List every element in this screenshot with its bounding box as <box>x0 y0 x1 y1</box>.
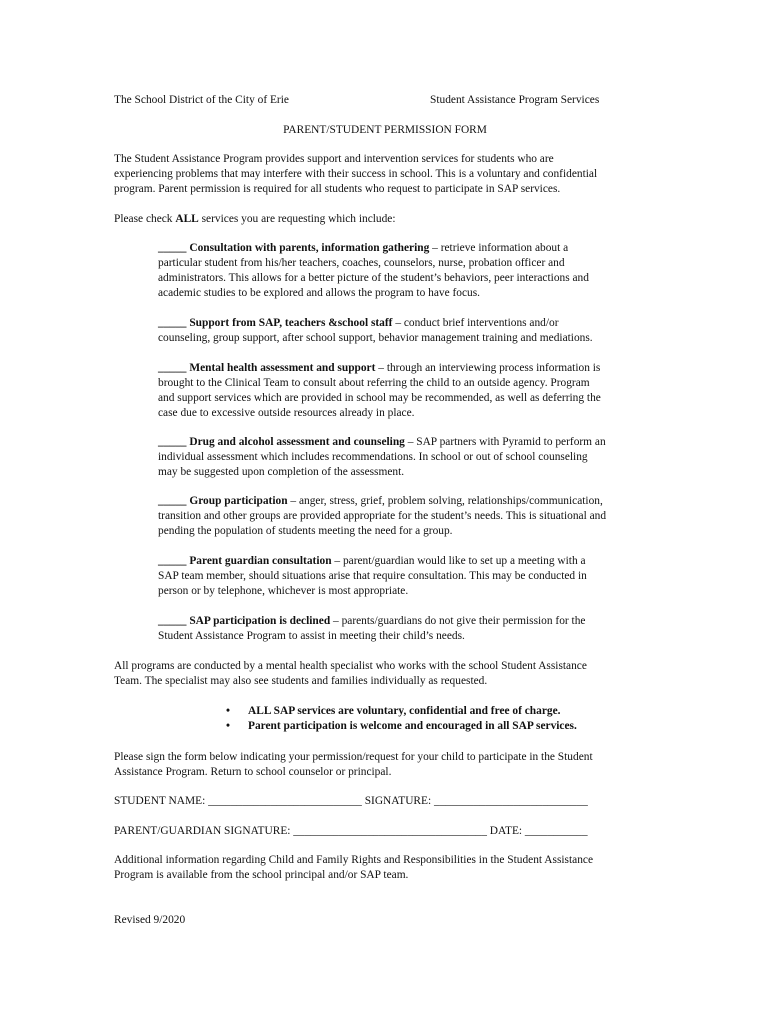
programs-note-line: Team. The specialist may also see students and families individually as requested. <box>114 675 488 687</box>
service-checkbox-blank[interactable]: _____ <box>158 436 187 448</box>
service-declined <box>158 614 658 644</box>
check-prompt-pre: Please check <box>114 213 176 225</box>
service-name: Consultation with parents, information gathering <box>189 242 430 254</box>
service-desc-line: pending the population of students meeting the need for a group. <box>158 525 453 537</box>
check-prompt-all: ALL <box>175 213 199 225</box>
intro-line: The Student Assistance Program provides support and intervention services for students who are <box>114 153 554 165</box>
service-desc-line: particular student from his/her teachers, coaches, counselors, nurse, probation officer and <box>158 257 565 269</box>
service-desc-line: counseling, group support, after school support, behavior management training and mediations. <box>158 332 593 344</box>
additional-info-line: Additional information regarding Child and Family Rights and Responsibilities in the Student Assistance <box>114 854 593 866</box>
programs-note-line: All programs are conducted by a mental health specialist who works with the school Student Assistance <box>114 660 587 672</box>
service-desc-line: brought to the Clinical Team to consult about referring the child to an outside agency. Program <box>158 377 590 389</box>
service-name: Drug and alcohol assessment and counseling <box>189 436 405 448</box>
service-desc: – through an interviewing process information is <box>375 362 601 374</box>
service-parent-guardian <box>158 554 658 599</box>
check-prompt <box>114 212 659 227</box>
key-points-list <box>226 704 646 734</box>
service-desc: – anger, stress, grief, problem solving, relationships/communication, <box>287 495 603 507</box>
district-name: The School District of the City of Erie <box>114 94 289 106</box>
service-name: Parent guardian consultation <box>189 555 332 567</box>
service-desc: – parents/guardians do not give their permission for the <box>330 615 586 627</box>
form-title: PARENT/STUDENT PERMISSION FORM <box>283 124 487 136</box>
service-desc-line: transition and other groups are provided appropriate for the student’s needs. This is situational and <box>158 510 607 522</box>
sign-instructions-line: Assistance Program. Return to school counselor or principal. <box>114 766 392 778</box>
bullet-icon: • <box>226 705 230 717</box>
service-desc-line: case due to excessive outside resources already in place. <box>158 407 415 419</box>
bullet-text: ALL SAP services are voluntary, confidential and free of charge. <box>248 705 561 717</box>
service-drug-alcohol <box>158 435 658 480</box>
intro-paragraph <box>114 152 659 197</box>
list-item <box>226 719 646 734</box>
bullet-text: Parent participation is welcome and encouraged in all SAP services. <box>248 720 577 732</box>
service-checkbox-blank[interactable]: _____ <box>158 555 187 567</box>
check-prompt-post: services you are requesting which include: <box>198 213 396 225</box>
service-desc-line: may be suggested upon completion of the assessment. <box>158 466 405 478</box>
bullet-icon: • <box>226 720 230 732</box>
service-mental-health <box>158 361 658 421</box>
service-checkbox-blank[interactable]: _____ <box>158 242 187 254</box>
service-consultation <box>158 241 658 301</box>
service-checkbox-blank[interactable]: _____ <box>158 615 187 627</box>
additional-info-line: Program is available from the school principal and/or SAP team. <box>114 869 409 881</box>
service-desc-line: person or by telephone, whichever is most appropriate. <box>158 585 409 597</box>
service-desc: – SAP partners with Pyramid to perform an <box>404 436 606 448</box>
intro-line: program. Parent permission is required for all students who request to participate in SAP services. <box>114 183 561 195</box>
service-desc: – parent/guardian would like to set up a meeting with a <box>331 555 586 567</box>
service-desc-line: Student Assistance Program to assist in meeting their child’s needs. <box>158 630 465 642</box>
service-desc-line: academic studies to be explored and allows the program to have focus. <box>158 287 480 299</box>
sign-instructions <box>114 750 659 780</box>
service-checkbox-blank[interactable]: _____ <box>158 317 187 329</box>
additional-info <box>114 853 659 883</box>
service-desc-line: individual assessment which includes recommendations. In school or out of school counseling <box>158 451 588 463</box>
service-name: Mental health assessment and support <box>189 362 376 374</box>
service-desc: – retrieve information about a <box>429 242 569 254</box>
program-name: Student Assistance Program Services <box>430 94 600 106</box>
service-support <box>158 316 658 346</box>
sign-instructions-line: Please sign the form below indicating your permission/request for your child to participate in the Student <box>114 751 593 763</box>
service-name: SAP participation is declined <box>189 615 331 627</box>
service-desc-line: SAP team member, should situations arise that require consultation. This may be conducted in <box>158 570 587 582</box>
service-desc-line: and support services which are provided in school may be recommended, as well as deferring the <box>158 392 601 404</box>
list-item <box>226 704 646 719</box>
service-group <box>158 494 658 539</box>
parent-signature-row[interactable]: PARENT/GUARDIAN SIGNATURE: __________________________________ DATE: ___________ <box>114 825 588 837</box>
programs-note <box>114 659 659 689</box>
intro-line: experiencing problems that may interfere with their success in school. This is a voluntary and confidential <box>114 168 598 180</box>
student-signature-row[interactable]: STUDENT NAME: ___________________________ SIGNATURE: ___________________________ <box>114 795 588 807</box>
service-name: Group participation <box>189 495 288 507</box>
service-name: Support from SAP, teachers &school staff <box>189 317 393 329</box>
revision-date: Revised 9/2020 <box>114 914 186 926</box>
service-desc-line: administrators. This allows for a better picture of the student’s behaviors, peer interactions and <box>158 272 589 284</box>
service-checkbox-blank[interactable]: _____ <box>158 495 187 507</box>
service-desc: – conduct brief interventions and/or <box>392 317 559 329</box>
service-checkbox-blank[interactable]: _____ <box>158 362 187 374</box>
